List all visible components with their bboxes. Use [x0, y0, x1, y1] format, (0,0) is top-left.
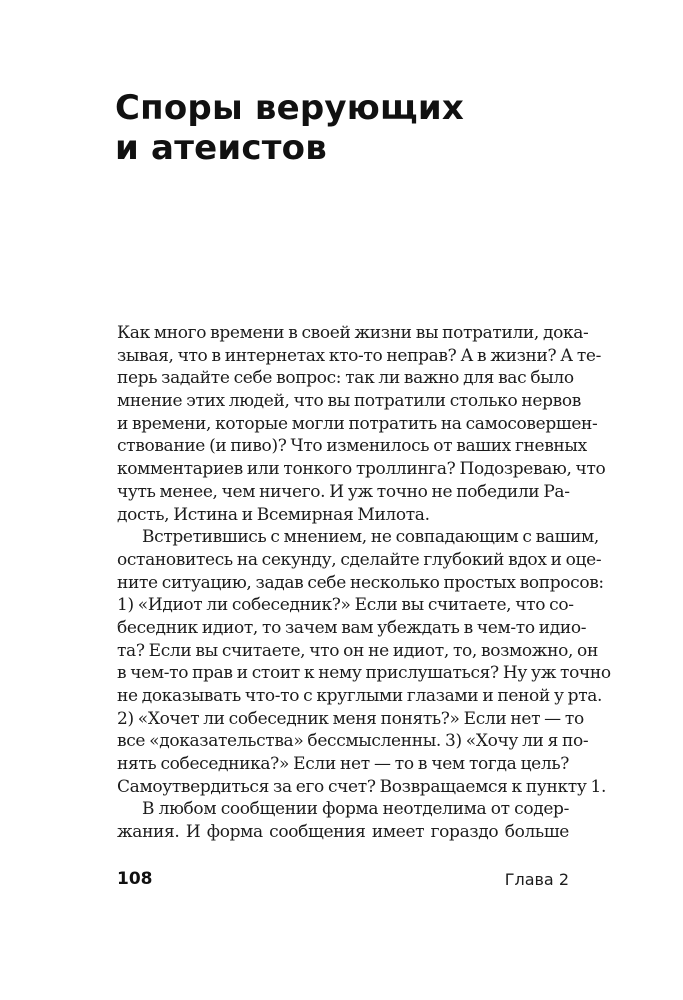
text-line: ните ситуацию, задав себе несколько простых вопросов: [117, 572, 604, 593]
text-line: В любом сообщении форма неотделима от содер- [142, 799, 569, 820]
page-footer [117, 869, 569, 891]
text-line: Как много времени в своей жизни вы потратили, дока- [117, 323, 589, 343]
page-number: 108 [117, 869, 153, 889]
text-line: и времени, которые могли потратить на самосовершен- [117, 413, 598, 434]
text-line: нять собеседника?» Если нет — то в чем тогда цель? [117, 754, 569, 775]
text-line: дость, Истина и Всемирная Милота. [117, 504, 430, 525]
text-line: не доказывать что-то с круглыми глазами и пеной у рта. [117, 686, 603, 706]
chapter-title-line-2: и атеистов [115, 128, 327, 168]
text-line: 1) «Идиот ли собеседник?» Если вы считаете, что со- [117, 595, 574, 616]
text-line: в чем-то прав и стоит к нему прислушаться? Ну уж точно [117, 663, 611, 684]
running-head: Глава 2 [504, 870, 569, 889]
text-line: та? Если вы считаете, что он не идиот, то, возможно, он [117, 640, 598, 661]
chapter-title [115, 88, 575, 168]
text-line: чуть менее, чем ничего. И уж точно не победили Ра- [117, 481, 570, 502]
text-line: Встретившись с мнением, не совпадающим с вашим, [142, 527, 599, 548]
text-line: все «доказательства» бессмысленны. 3) «Хочу ли я по- [117, 731, 589, 752]
text-line: остановитесь на секунду, сделайте глубокий вдох и оце- [117, 549, 602, 570]
text-line: жания. И форма сообщения имеет гораздо больше [117, 822, 569, 843]
body-text [117, 322, 611, 844]
text-line: мнение этих людей, что вы потратили столько нервов [117, 391, 581, 412]
text-line: комментариев или тонкого троллинга? Подозреваю, что [117, 459, 606, 480]
text-line: Самоутвердиться за его счет? Возвращаемся к пункту 1. [117, 776, 607, 797]
text-line: беседник идиот, то зачем вам убеждать в чем-то идио- [117, 617, 587, 638]
text-line: перь задайте себе вопрос: так ли важно для вас было [117, 368, 574, 389]
text-line: зывая, что в интернетах кто-то неправ? А в жизни? А те- [117, 345, 602, 366]
chapter-title-line-1: Споры верующих [115, 88, 464, 128]
text-line: 2) «Хочет ли собеседник меня понять?» Если нет — то [117, 708, 584, 729]
text-line: ствование (и пиво)? Что изменилось от ваших гневных [117, 436, 587, 457]
